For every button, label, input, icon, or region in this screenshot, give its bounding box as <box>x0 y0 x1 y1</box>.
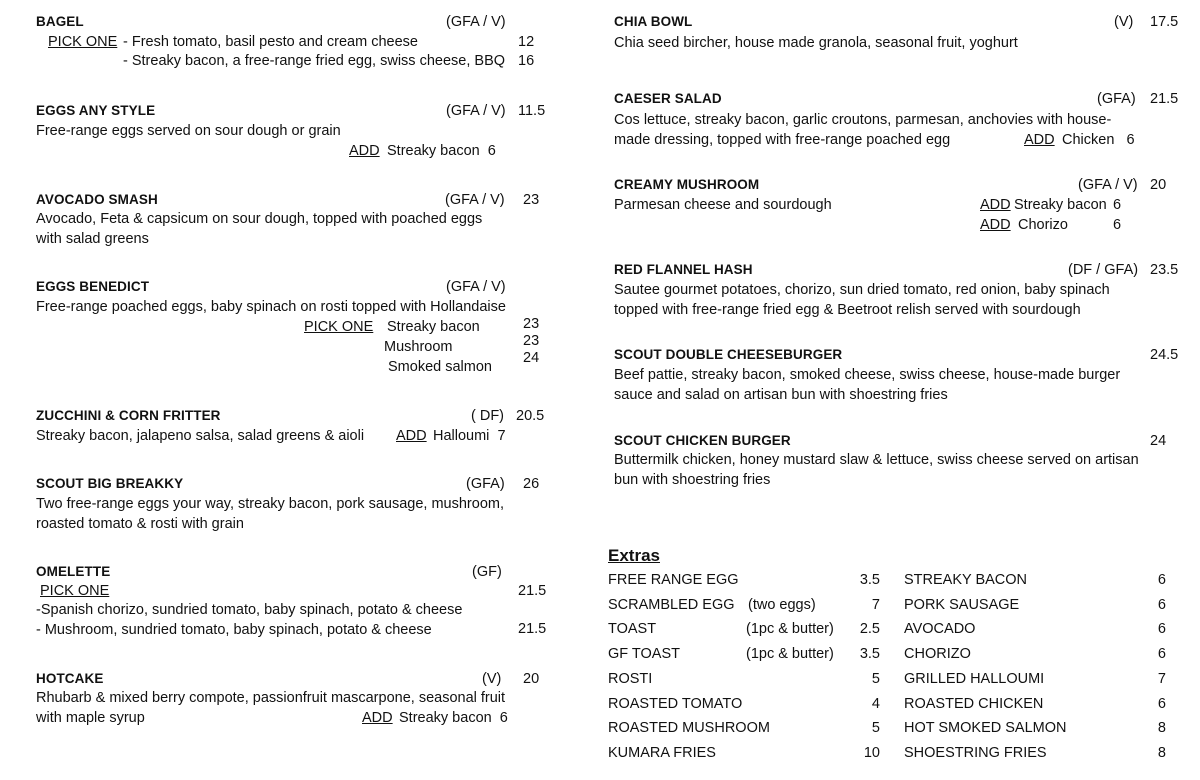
omelette-option-1: -Spanish chorizo, sundried tomato, baby spinach, potato & cheese <box>36 602 463 618</box>
caeser-salad-tags: (GFA) <box>1097 91 1136 107</box>
avocado-smash-desc-2: with salad greens <box>36 231 149 247</box>
omelette-option-2: - Mushroom, sundried tomato, baby spinach, potato & cheese <box>36 622 432 638</box>
omelette-option-1-price: 21.5 <box>518 583 547 599</box>
creamy-mushroom-add-label-2: ADD <box>980 217 1011 233</box>
hotcake-add-label: ADD <box>362 710 393 726</box>
extras-heading: Extras <box>608 546 660 565</box>
bagel-option-1-price: 12 <box>518 34 535 50</box>
double-cheeseburger-desc-1: Beef pattie, streaky bacon, smoked cheese, swiss cheese, house-made burger <box>614 367 1121 383</box>
extras-item-name: KUMARA FRIES <box>608 745 716 761</box>
double-cheeseburger-desc-2: sauce and salad on artisan bun with shoestring fries <box>614 387 948 403</box>
caeser-salad-price: 21.5 <box>1150 91 1179 107</box>
extras-item-price: 6 <box>1157 572 1166 588</box>
double-cheeseburger-price: 24.5 <box>1150 347 1179 363</box>
chia-bowl-desc: Chia seed bircher, house made granola, seasonal fruit, yoghurt <box>614 35 1018 51</box>
extras-item-note: (1pc & butter) <box>746 621 834 637</box>
double-cheeseburger-title: SCOUT DOUBLE CHEESEBURGER <box>614 347 843 362</box>
eggs-benedict-option-1: Streaky bacon <box>387 319 480 335</box>
omelette-tags: (GF) <box>472 564 502 580</box>
extras-item-name: GRILLED HALLOUMI <box>904 671 1045 687</box>
caeser-salad-add-label: ADD <box>1024 132 1055 148</box>
chia-bowl-title: CHIA BOWL <box>614 14 693 29</box>
omelette-pick-label: PICK ONE <box>40 583 110 599</box>
creamy-mushroom-desc: Parmesan cheese and sourdough <box>614 197 832 213</box>
extras-item-note: (two eggs) <box>748 597 816 613</box>
eggs-any-style-add-label: ADD <box>349 143 380 159</box>
avocado-smash-price: 23 <box>523 192 540 208</box>
creamy-mushroom-add-label-1: ADD <box>980 197 1011 213</box>
extras-item-price: 3.5 <box>859 646 880 662</box>
extras-item-price: 3.5 <box>859 572 880 588</box>
extras-item-name: ROSTI <box>608 671 653 687</box>
creamy-mushroom-add-item-2: Chorizo <box>1018 217 1068 233</box>
zucchini-fritter-tags: ( DF) <box>471 408 505 424</box>
hotcake-desc-1: Rhubarb & mixed berry compote, passionfruit mascarpone, seasonal fruit <box>36 690 506 706</box>
eggs-benedict-pick-label: PICK ONE <box>304 319 374 335</box>
eggs-benedict-option-1-price: 23 <box>523 316 540 332</box>
chicken-burger-price: 24 <box>1150 433 1167 449</box>
caeser-salad-desc-2: made dressing, topped with free-range poached egg <box>614 132 951 148</box>
omelette-title: OMELETTE <box>36 564 111 579</box>
eggs-benedict-title: EGGS BENEDICT <box>36 279 150 294</box>
chicken-burger-desc-1: Buttermilk chicken, honey mustard slaw & lettuce, swiss cheese served on artisan <box>614 452 1139 468</box>
extras-item-name: AVOCADO <box>904 621 976 637</box>
extras-item-price: 6 <box>1157 646 1166 662</box>
big-breakky-title: SCOUT BIG BREAKKY <box>36 476 184 491</box>
creamy-mushroom-title: CREAMY MUSHROOM <box>614 177 760 192</box>
extras-item-name: PORK SAUSAGE <box>904 597 1020 613</box>
eggs-benedict-option-3: Smoked salmon <box>388 359 492 375</box>
omelette-option-2-price: 21.5 <box>518 621 547 637</box>
zucchini-fritter-desc: Streaky bacon, jalapeno salsa, salad greens & aioli <box>36 428 365 444</box>
bagel-tags: (GFA / V) <box>446 14 506 30</box>
bagel-option-1: - Fresh tomato, basil pesto and cream cheese <box>123 34 418 50</box>
caeser-salad-title: CAESER SALAD <box>614 91 722 106</box>
bagel-option-2-price: 16 <box>518 53 535 69</box>
hotcake-title: HOTCAKE <box>36 671 104 686</box>
creamy-mushroom-add-price-1: 6 <box>1113 197 1122 213</box>
eggs-any-style-price: 11.5 <box>518 103 546 119</box>
avocado-smash-title: AVOCADO SMASH <box>36 192 158 207</box>
extras-item-price: 6 <box>1157 696 1166 712</box>
zucchini-fritter-price: 20.5 <box>516 408 545 424</box>
eggs-any-style-add-item: Streaky bacon 6 <box>387 143 496 159</box>
extras-item-price: 4 <box>871 696 880 712</box>
extras-item-price: 8 <box>1157 745 1166 761</box>
eggs-benedict-desc: Free-range poached eggs, baby spinach on rosti topped with Hollandaise <box>36 299 506 315</box>
extras-item-name: SHOESTRING FRIES <box>904 745 1047 761</box>
extras-item-note: (1pc & butter) <box>746 646 834 662</box>
chicken-burger-title: SCOUT CHICKEN BURGER <box>614 433 791 448</box>
eggs-any-style-title: EGGS ANY STYLE <box>36 103 156 118</box>
eggs-benedict-option-3-price: 24 <box>523 350 540 366</box>
creamy-mushroom-tags: (GFA / V) <box>1078 177 1138 193</box>
bagel-option-2: - Streaky bacon, a free-range fried egg, swiss cheese, BBQ <box>123 53 506 69</box>
avocado-smash-tags: (GFA / V) <box>445 192 505 208</box>
eggs-benedict-option-2-price: 23 <box>523 333 540 349</box>
creamy-mushroom-add-item-1: Streaky bacon <box>1014 197 1107 213</box>
hotcake-add-item: Streaky bacon 6 <box>399 710 508 726</box>
extras-item-name: SCRAMBLED EGG <box>608 597 735 613</box>
big-breakky-tags: (GFA) <box>466 476 505 492</box>
eggs-any-style-desc: Free-range eggs served on sour dough or grain <box>36 123 341 139</box>
red-flannel-hash-tags: (DF / GFA) <box>1068 262 1139 278</box>
extras-item-price: 6 <box>1157 621 1166 637</box>
eggs-any-style-tags: (GFA / V) <box>446 103 506 119</box>
extras-item-price: 5 <box>871 720 880 736</box>
creamy-mushroom-add-price-2: 6 <box>1113 217 1122 233</box>
red-flannel-hash-desc-1: Sautee gourmet potatoes, chorizo, sun dried tomato, red onion, baby spinach <box>614 282 1110 298</box>
extras-item-name: HOT SMOKED SALMON <box>904 720 1067 736</box>
bagel-pick-label: PICK ONE <box>48 34 118 50</box>
bagel-title: BAGEL <box>36 14 84 29</box>
zucchini-fritter-add-item: Halloumi 7 <box>433 428 506 444</box>
zucchini-fritter-title: ZUCCHINI & CORN FRITTER <box>36 408 221 423</box>
hotcake-desc-2: with maple syrup <box>36 710 145 726</box>
eggs-benedict-option-2: Mushroom <box>384 339 453 355</box>
red-flannel-hash-desc-2: topped with free-range fried egg & Beetroot relish served with sourdough <box>614 302 1081 318</box>
chia-bowl-tags: (V) <box>1114 14 1134 30</box>
extras-item-name: ROASTED TOMATO <box>608 696 743 712</box>
hotcake-tags: (V) <box>482 671 502 687</box>
chia-bowl-price: 17.5 <box>1150 14 1179 30</box>
caeser-salad-desc-1: Cos lettuce, streaky bacon, garlic croutons, parmesan, anchovies with house- <box>614 112 1112 128</box>
extras-item-name: TOAST <box>608 621 657 637</box>
zucchini-fritter-add-label: ADD <box>396 428 427 444</box>
extras-item-price: 10 <box>863 745 880 761</box>
chicken-burger-desc-2: bun with shoestring fries <box>614 472 771 488</box>
extras-item-price: 7 <box>1157 671 1166 687</box>
extras-item-price: 5 <box>871 671 880 687</box>
extras-item-name: ROASTED MUSHROOM <box>608 720 770 736</box>
avocado-smash-desc-1: Avocado, Feta & capsicum on sour dough, topped with poached eggs <box>36 211 483 227</box>
creamy-mushroom-price: 20 <box>1150 177 1167 193</box>
extras-item-name: CHORIZO <box>904 646 971 662</box>
big-breakky-desc-2: roasted tomato & rosti with grain <box>36 516 244 532</box>
extras-item-price: 2.5 <box>859 621 880 637</box>
extras-item-price: 6 <box>1157 597 1166 613</box>
extras-item-name: GF TOAST <box>608 646 680 662</box>
extras-item-name: FREE RANGE EGG <box>608 572 739 588</box>
hotcake-price: 20 <box>523 671 540 687</box>
big-breakky-desc-1: Two free-range eggs your way, streaky bacon, pork sausage, mushroom, <box>36 496 504 512</box>
caeser-salad-add-item: Chicken 6 <box>1062 132 1135 148</box>
big-breakky-price: 26 <box>523 476 540 492</box>
eggs-benedict-tags: (GFA / V) <box>446 279 506 295</box>
red-flannel-hash-price: 23.5 <box>1150 262 1179 278</box>
extras-item-price: 7 <box>871 597 880 613</box>
extras-item-name: ROASTED CHICKEN <box>904 696 1044 712</box>
extras-item-name: STREAKY BACON <box>904 572 1028 588</box>
red-flannel-hash-title: RED FLANNEL HASH <box>614 262 753 277</box>
extras-item-price: 8 <box>1157 720 1166 736</box>
